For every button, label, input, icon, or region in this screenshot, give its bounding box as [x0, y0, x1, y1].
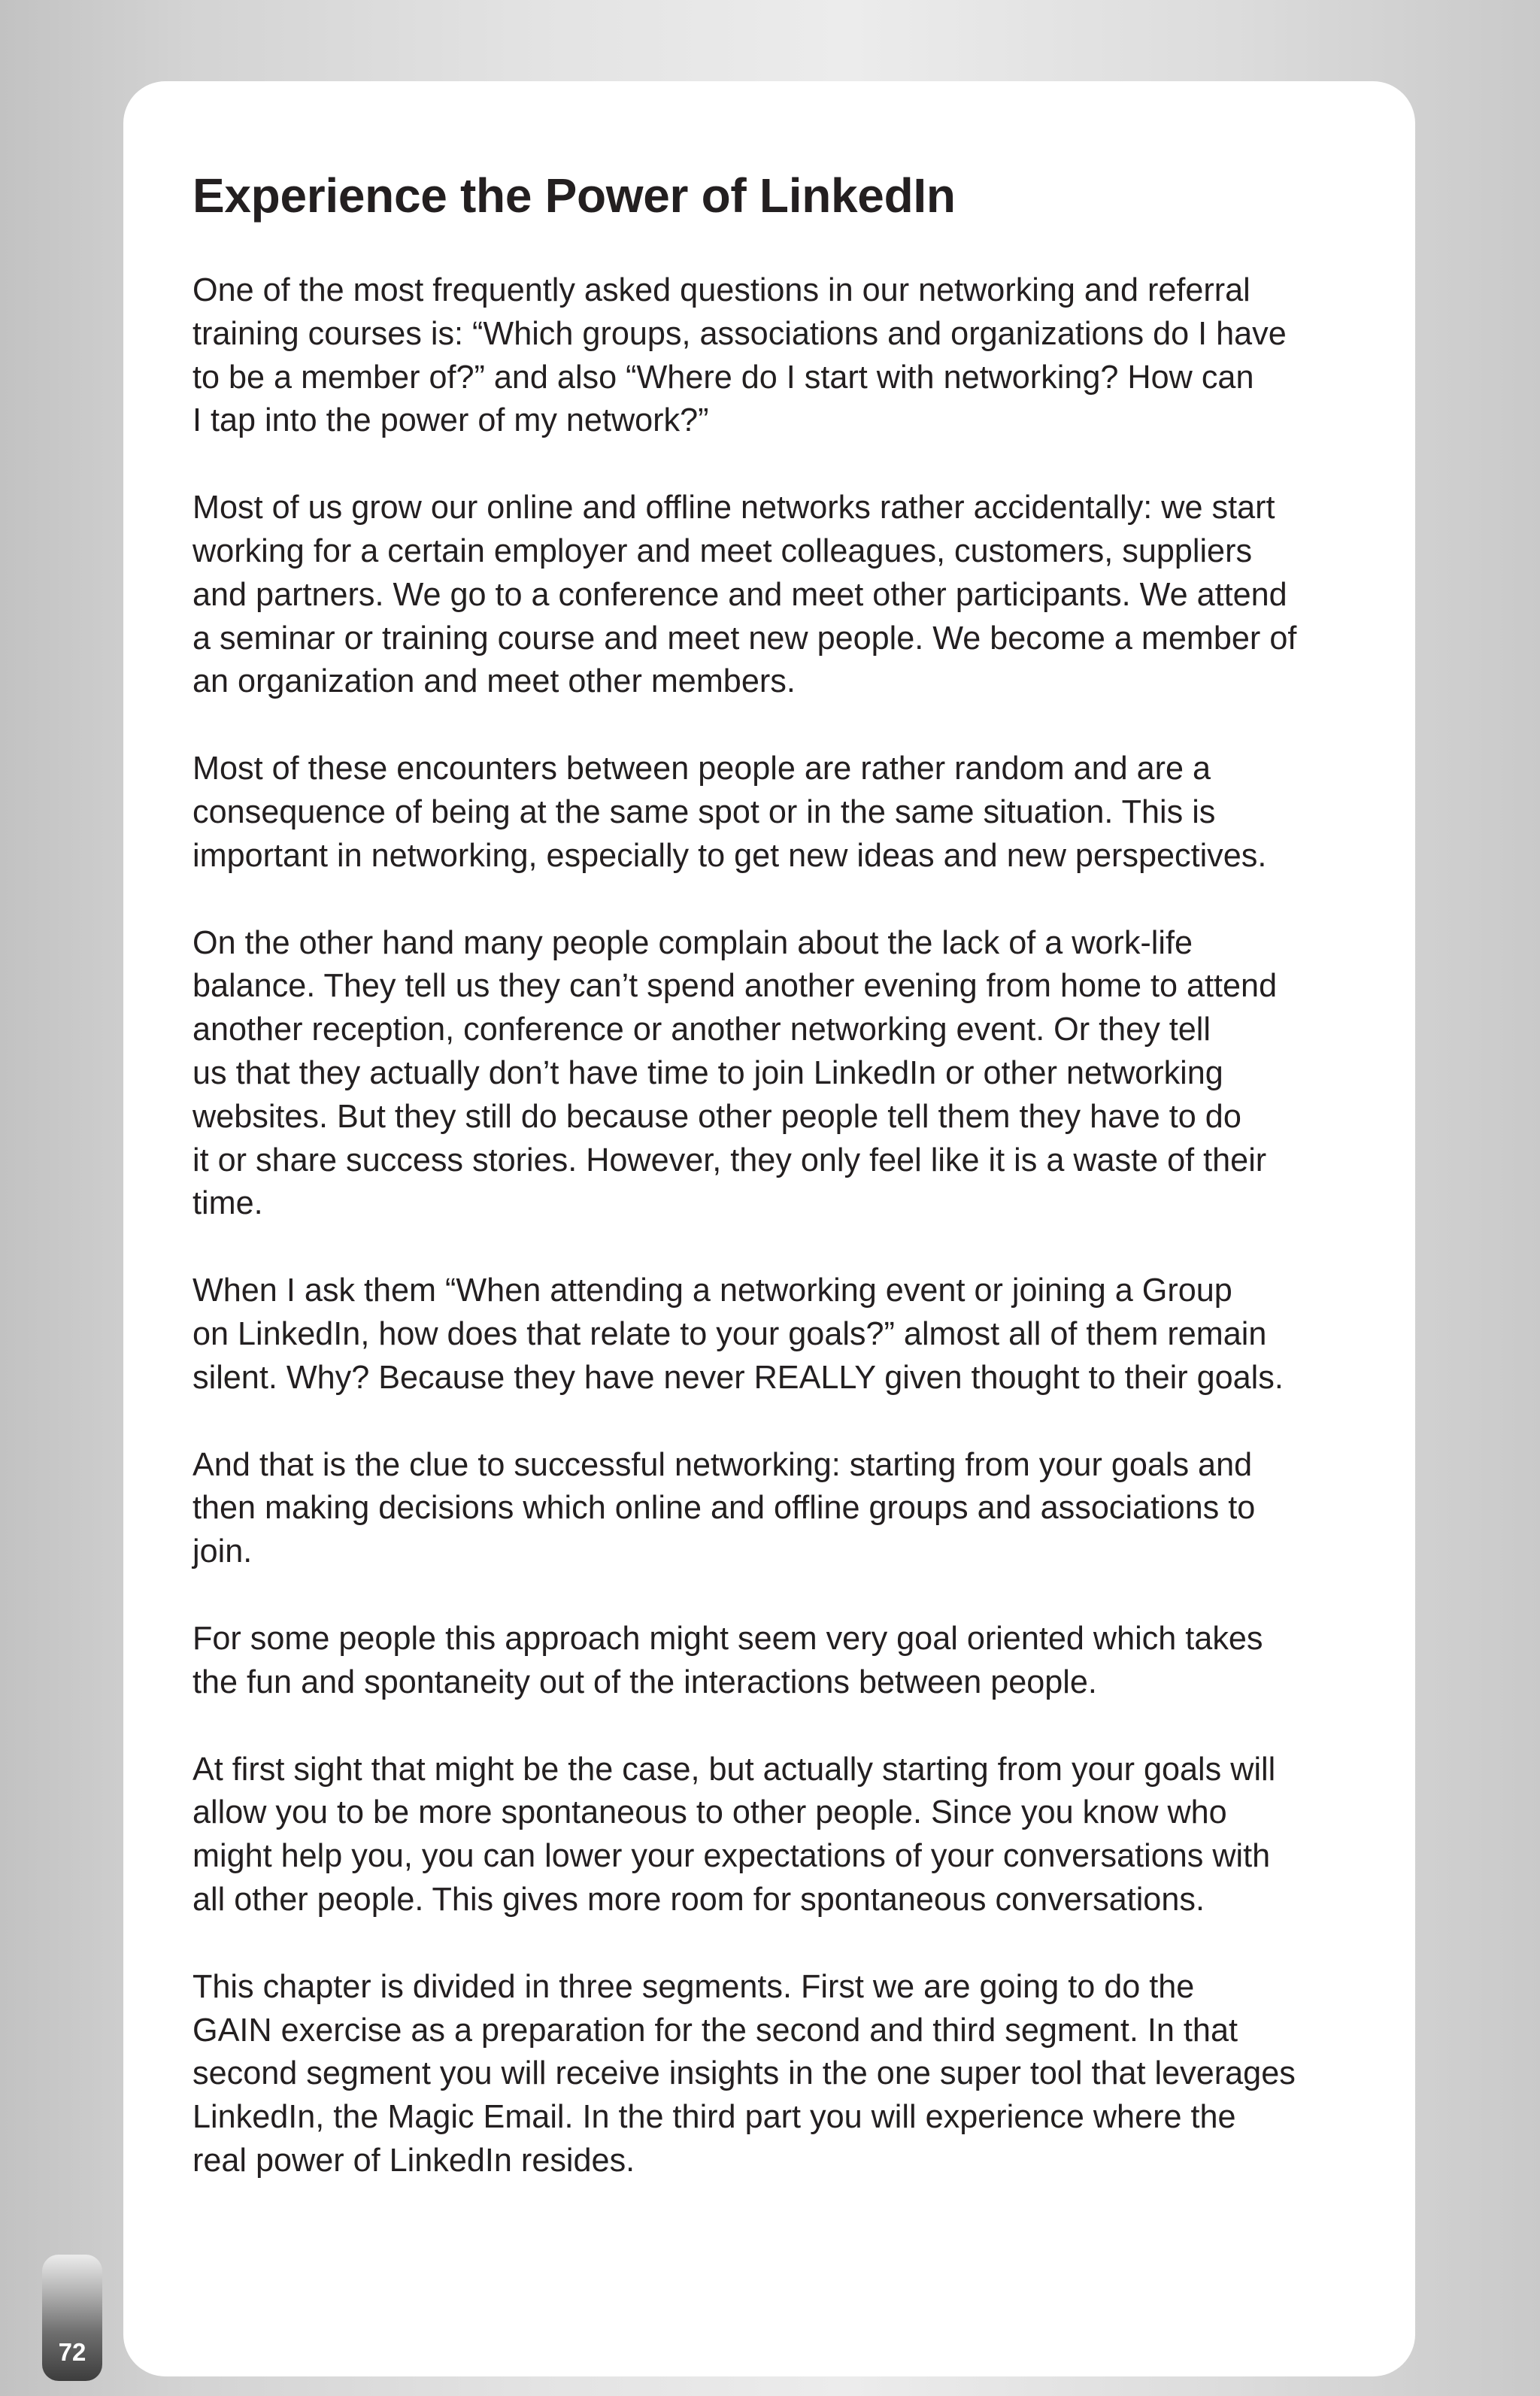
- paragraph: [192, 1444, 1366, 1574]
- text-line: it or share success stories. However, they only feel like it is a waste of their: [192, 1142, 1267, 1178]
- text-line: LinkedIn, the Magic Email. In the third part you will experience where the: [192, 2099, 1236, 2136]
- paragraph: [192, 748, 1366, 878]
- text-line: working for a certain employer and meet colleagues, customers, suppliers: [192, 532, 1253, 569]
- paragraph: [192, 1748, 1366, 1922]
- text-line: training courses is: “Which groups, associations and organizations do I have: [192, 315, 1287, 352]
- text-line: On the other hand many people complain about the lack of a work-life: [192, 924, 1193, 961]
- text-line: I tap into the power of my network?”: [192, 402, 709, 439]
- text-line: then making decisions which online and offline groups and associations to: [192, 1490, 1256, 1527]
- text-line: allow you to be more spontaneous to other people. Since you know who: [192, 1794, 1227, 1831]
- text-line: real power of LinkedIn resides.: [192, 2142, 635, 2179]
- text-line: join.: [192, 1533, 253, 1570]
- text-line: us that they actually don’t have time to join LinkedIn or other networking: [192, 1054, 1223, 1091]
- text-line: all other people. This gives more room for spontaneous conversations.: [192, 1881, 1205, 1918]
- text-line: silent. Why? Because they have never REALLY given thought to their goals.: [192, 1359, 1284, 1396]
- paragraph: [192, 1618, 1366, 1705]
- text-line: And that is the clue to successful networking: starting from your goals and: [192, 1446, 1253, 1483]
- page-number-tab: [42, 2255, 102, 2381]
- text-line: might help you, you can lower your expectations of your conversations with: [192, 1838, 1271, 1875]
- text-line: At first sight that might be the case, but actually starting from your goals will: [192, 1751, 1276, 1788]
- text-line: an organization and meet other members.: [192, 663, 796, 700]
- text-line: important in networking, especially to get new ideas and new perspectives.: [192, 837, 1267, 874]
- text-line: on LinkedIn, how does that relate to your goals?” almost all of them remain: [192, 1315, 1267, 1352]
- text-line: the fun and spontaneity out of the interactions between people.: [192, 1664, 1097, 1700]
- text-line: time.: [192, 1185, 263, 1222]
- page-number: 72: [58, 2338, 86, 2366]
- text-line: This chapter is divided in three segments. First we are going to do the: [192, 1968, 1195, 2005]
- text-line: another reception, conference or another networking event. Or they tell: [192, 1011, 1211, 1048]
- text-line: second segment you will receive insights in the one super tool that leverages: [192, 2055, 1296, 2092]
- paragraph: [192, 269, 1366, 443]
- paragraph: [192, 1269, 1366, 1400]
- text-line: consequence of being at the same spot or in the same situation. This is: [192, 793, 1216, 830]
- text-line: and partners. We go to a conference and meet other participants. We attend: [192, 576, 1287, 613]
- text-line: a seminar or training course and meet new people. We become a member of: [192, 620, 1297, 657]
- paragraph: [192, 487, 1366, 704]
- text-line: One of the most frequently asked questions in our networking and referral: [192, 272, 1250, 308]
- text-line: Most of us grow our online and offline networks rather accidentally: we start: [192, 490, 1275, 526]
- text-line: balance. They tell us they can’t spend another evening from home to attend: [192, 968, 1278, 1005]
- text-line: For some people this approach might seem very goal oriented which takes: [192, 1620, 1263, 1657]
- paragraph: [192, 1966, 1366, 2183]
- text-line: Most of these encounters between people are rather random and are a: [192, 751, 1211, 787]
- chapter-title: Experience the Power of LinkedIn: [192, 168, 956, 223]
- paragraph: [192, 922, 1366, 1227]
- page-card: [123, 81, 1415, 2376]
- page-content: [192, 165, 1366, 2227]
- text-line: to be a member of?” and also “Where do I start with networking? How can: [192, 359, 1254, 396]
- text-line: GAIN exercise as a preparation for the second and third segment. In that: [192, 2012, 1238, 2049]
- text-line: websites. But they still do because other people tell them they have to do: [192, 1098, 1241, 1135]
- text-line: When I ask them “When attending a networking event or joining a Group: [192, 1272, 1232, 1309]
